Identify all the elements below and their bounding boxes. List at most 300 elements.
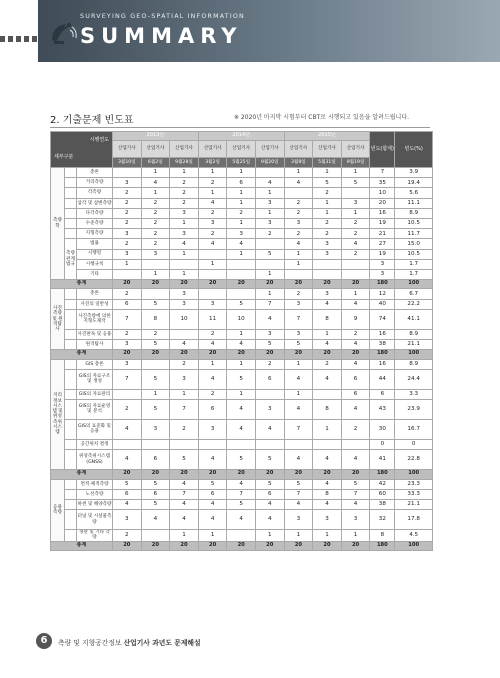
frequency-pct-cell: 22.8 — [395, 450, 433, 470]
frequency-sum-cell: 44 — [370, 369, 395, 389]
frequency-cell: 5 — [170, 450, 199, 470]
frequency-pct-cell: 6.7 — [395, 289, 433, 299]
table-row — [51, 439, 433, 449]
total-cell: 20 — [284, 470, 313, 479]
frequency-cell: 4 — [284, 178, 313, 188]
total-pct-cell: 100 — [395, 541, 433, 550]
table-row — [51, 479, 433, 489]
frequency-cell — [170, 439, 199, 449]
subgroup-spacer — [65, 218, 77, 228]
footer-title-bold: 산업기사 과년도 문제해설 — [123, 639, 201, 647]
frequency-cell — [113, 168, 142, 178]
frequency-pct-cell: 19.4 — [395, 178, 433, 188]
frequency-cell: 4 — [313, 299, 342, 309]
table-row — [51, 249, 433, 259]
frequency-cell: 5 — [313, 178, 342, 188]
total-row — [51, 470, 433, 479]
topic-label: 터널 및 시설물측량 — [77, 510, 113, 530]
topic-label: 사진판독 및 응용 — [77, 329, 113, 339]
total-label: 총계 — [51, 470, 113, 479]
frequency-cell: 3 — [113, 510, 142, 530]
subgroup-spacer — [65, 188, 77, 198]
topic-label: 노선측량 — [77, 489, 113, 499]
frequency-cell: 5 — [141, 499, 170, 509]
topic-label: 총론 — [77, 168, 113, 178]
total-sum-cell: 180 — [370, 350, 395, 359]
frequency-cell — [313, 269, 342, 279]
total-cell: 20 — [255, 350, 284, 359]
frequency-cell: 1 — [227, 218, 256, 228]
frequency-cell: 2 — [141, 229, 170, 239]
frequency-cell — [141, 259, 170, 269]
total-cell: 20 — [198, 350, 227, 359]
table-row — [51, 399, 433, 419]
table-row — [51, 168, 433, 178]
frequency-cell: 1 — [170, 168, 199, 178]
topic-label: 면적·체적측량 — [77, 479, 113, 489]
frequency-cell: 1 — [227, 249, 256, 259]
frequency-cell: 1 — [255, 530, 284, 542]
frequency-cell: 4 — [227, 510, 256, 530]
frequency-cell — [255, 259, 284, 269]
frequency-cell: 5 — [284, 479, 313, 489]
frequency-sum-cell: 60 — [370, 489, 395, 499]
frequency-pct-cell: 0 — [395, 439, 433, 449]
frequency-sum-cell: 21 — [370, 229, 395, 239]
frequency-cell: 1 — [198, 168, 227, 178]
subgroup-spacer — [65, 178, 77, 188]
frequency-cell: 1 — [341, 168, 370, 178]
frequency-cell: 6 — [255, 369, 284, 389]
frequency-pct-cell: 5.6 — [395, 188, 433, 198]
frequency-cell: 5 — [227, 369, 256, 389]
frequency-cell: 3 — [313, 510, 342, 530]
frequency-cell: 4 — [141, 178, 170, 188]
frequency-pct-cell: 22.2 — [395, 299, 433, 309]
frequency-cell: 7 — [227, 489, 256, 499]
frequency-cell: 4 — [255, 419, 284, 439]
frequency-cell: 2 — [198, 229, 227, 239]
frequency-cell: 2 — [113, 208, 142, 218]
frequency-cell — [227, 269, 256, 279]
frequency-sum-cell: 3 — [370, 269, 395, 279]
topic-label: 시행령 — [77, 249, 113, 259]
frequency-pct-cell: 41.1 — [395, 309, 433, 329]
frequency-cell: 6 — [341, 389, 370, 399]
table-row — [51, 299, 433, 309]
frequency-sum-cell: 16 — [370, 359, 395, 369]
frequency-pct-cell: 16.7 — [395, 419, 433, 439]
frequency-cell: 1 — [170, 530, 199, 542]
frequency-cell: 1 — [198, 530, 227, 542]
frequency-cell: 4 — [255, 178, 284, 188]
section-divider — [50, 127, 430, 128]
frequency-cell: 1 — [170, 249, 199, 259]
frequency-cell: 4 — [170, 510, 199, 530]
frequency-cell: 5 — [141, 369, 170, 389]
frequency-cell: 1 — [284, 389, 313, 399]
total-cell: 20 — [170, 541, 199, 550]
frequency-pct-cell: 10.5 — [395, 218, 433, 228]
frequency-cell: 6 — [198, 399, 227, 419]
corner-subject-label: 세부구분 — [54, 154, 74, 161]
frequency-sum-cell: 16 — [370, 208, 395, 218]
exam-type-header: 산업기사 — [284, 141, 313, 158]
exam-date-header: 3월10일 — [113, 158, 142, 168]
frequency-cell: 2 — [255, 229, 284, 239]
frequency-cell: 4 — [227, 479, 256, 489]
total-cell: 20 — [313, 350, 342, 359]
page-header — [0, 0, 500, 62]
frequency-sum-cell: 10 — [370, 188, 395, 198]
frequency-cell: 4 — [341, 340, 370, 350]
frequency-cell — [113, 389, 142, 399]
total-cell: 20 — [113, 280, 142, 289]
frequency-sum-cell: 3 — [370, 259, 395, 269]
frequency-cell: 10 — [227, 309, 256, 329]
frequency-cell — [141, 359, 170, 369]
total-cell: 20 — [141, 470, 170, 479]
frequency-cell: 2 — [284, 289, 313, 299]
frequency-cell: 7 — [113, 369, 142, 389]
total-cell: 20 — [313, 470, 342, 479]
frequency-cell: 1 — [227, 389, 256, 399]
frequency-cell: 2 — [113, 239, 142, 249]
frequency-cell: 8 — [313, 489, 342, 499]
frequency-cell: 2 — [227, 208, 256, 218]
subgroup-spacer — [65, 499, 77, 509]
topic-label: 각측량 — [77, 188, 113, 198]
exam-type-header: 산업기사 — [341, 141, 370, 158]
total-label: 총계 — [51, 350, 113, 359]
frequency-cell — [170, 259, 199, 269]
frequency-pct-cell: 11.7 — [395, 229, 433, 239]
frequency-cell: 2 — [284, 229, 313, 239]
frequency-cell: 3 — [255, 218, 284, 228]
frequency-cell: 4 — [255, 510, 284, 530]
frequency-cell: 1 — [313, 198, 342, 208]
frequency-cell: 4 — [341, 299, 370, 309]
frequency-pct-cell: 10.5 — [395, 249, 433, 259]
frequency-sum-cell: 38 — [370, 340, 395, 350]
exam-date-header: 5월25일 — [227, 158, 256, 168]
frequency-pct-cell: 21.1 — [395, 340, 433, 350]
topic-label: 삼각 및 삼변측량 — [77, 198, 113, 208]
total-cell: 20 — [141, 350, 170, 359]
frequency-cell: 2 — [198, 389, 227, 399]
frequency-cell: 1 — [341, 530, 370, 542]
frequency-cell: 4 — [198, 369, 227, 389]
frequency-pct-cell: 1.7 — [395, 259, 433, 269]
frequency-sum-cell: 6 — [370, 389, 395, 399]
frequency-cell: 2 — [113, 530, 142, 542]
frequency-cell: 3 — [170, 299, 199, 309]
exam-date-header: 6월2일 — [141, 158, 170, 168]
frequency-sum-cell: 40 — [370, 299, 395, 309]
frequency-cell — [227, 439, 256, 449]
topic-label: GIS의 자료구조 및 생성 — [77, 369, 113, 389]
table-row — [51, 309, 433, 329]
subgroup-spacer — [65, 489, 77, 499]
frequency-sum-cell: 20 — [370, 198, 395, 208]
frequency-cell — [255, 239, 284, 249]
frequency-cell: 6 — [341, 369, 370, 389]
frequency-cell: 2 — [170, 419, 199, 439]
frequency-cell: 3 — [198, 299, 227, 309]
frequency-cell: 4 — [113, 450, 142, 470]
exam-type-header: 산업기사 — [227, 141, 256, 158]
total-cell: 20 — [227, 280, 256, 289]
frequency-sum-cell: 41 — [370, 450, 395, 470]
subgroup-spacer — [65, 450, 77, 470]
frequency-cell: 1 — [313, 329, 342, 339]
total-cell: 20 — [313, 541, 342, 550]
frequency-cell: 5 — [227, 499, 256, 509]
frequency-cell: 5 — [227, 450, 256, 470]
total-cell: 20 — [170, 280, 199, 289]
frequency-cell: 2 — [341, 329, 370, 339]
frequency-cell: 2 — [170, 359, 199, 369]
frequency-cell: 6 — [113, 489, 142, 499]
total-cell: 20 — [227, 350, 256, 359]
table-row — [51, 188, 433, 198]
total-label: 총계 — [51, 541, 113, 550]
frequency-sum-cell: 0 — [370, 439, 395, 449]
table-row — [51, 289, 433, 299]
subgroup-spacer — [65, 329, 77, 339]
total-cell: 20 — [227, 541, 256, 550]
corner-year-label: 시행연도 — [89, 137, 110, 143]
frequency-cell: 2 — [141, 329, 170, 339]
frequency-cell: 4 — [198, 450, 227, 470]
frequency-cell: 1 — [141, 269, 170, 279]
frequency-cell — [198, 269, 227, 279]
frequency-cell: 3 — [113, 340, 142, 350]
frequency-cell: 3 — [170, 229, 199, 239]
frequency-cell: 5 — [141, 299, 170, 309]
frequency-cell: 2 — [313, 188, 342, 198]
table-row — [51, 329, 433, 339]
header-subtitle: SURVEYING GEO-SPATIAL INFORMATION — [80, 13, 245, 20]
year-header: 2013년 — [113, 132, 199, 141]
frequency-cell: 4 — [313, 369, 342, 389]
footer-title-normal: 측량 및 지형공간정보 — [58, 639, 122, 647]
frequency-cell: 1 — [284, 359, 313, 369]
table-row — [51, 218, 433, 228]
total-cell: 20 — [198, 280, 227, 289]
table-row — [51, 450, 433, 470]
topic-label: 법률 — [77, 239, 113, 249]
frequency-cell: 2 — [255, 359, 284, 369]
frequency-sum-cell: 12 — [370, 289, 395, 299]
subject-category: 측량학 — [51, 168, 65, 280]
total-cell: 20 — [170, 350, 199, 359]
frequency-cell: 1 — [284, 249, 313, 259]
frequency-cell: 4 — [255, 499, 284, 509]
topic-label: 다각측량 — [77, 208, 113, 218]
frequency-cell: 3 — [141, 249, 170, 259]
frequency-cell: 4 — [284, 499, 313, 509]
frequency-cell: 3 — [170, 369, 199, 389]
total-sum-cell: 180 — [370, 280, 395, 289]
frequency-cell: 3 — [341, 510, 370, 530]
frequency-cell: 5 — [341, 479, 370, 489]
frequency-cell — [198, 289, 227, 299]
frequency-cell: 1 — [255, 289, 284, 299]
frequency-cell: 10 — [170, 309, 199, 329]
frequency-sum-cell: 19 — [370, 218, 395, 228]
total-cell: 20 — [255, 280, 284, 289]
topic-label: 수준측량 — [77, 218, 113, 228]
year-header: 2014년 — [198, 132, 284, 141]
frequency-cell — [141, 530, 170, 542]
table-row — [51, 419, 433, 439]
footer-title — [58, 637, 201, 647]
frequency-cell: 2 — [141, 208, 170, 218]
subgroup-spacer — [65, 340, 77, 350]
frequency-cell: 1 — [341, 208, 370, 218]
frequency-cell: 7 — [255, 299, 284, 309]
subgroup-spacer — [65, 208, 77, 218]
total-cell: 20 — [141, 541, 170, 550]
page-footer — [36, 633, 336, 649]
frequency-cell: 4 — [170, 239, 199, 249]
table-row — [51, 340, 433, 350]
table-row — [51, 530, 433, 542]
topic-label: 원격탐사 — [77, 340, 113, 350]
frequency-sum-cell: 42 — [370, 479, 395, 489]
freq-sum-header: 빈도(합계) — [370, 132, 395, 168]
table-row — [51, 359, 433, 369]
frequency-cell: 1 — [113, 259, 142, 269]
frequency-cell: 2 — [141, 239, 170, 249]
frequency-cell: 7 — [170, 489, 199, 499]
frequency-cell: 8 — [141, 309, 170, 329]
total-cell: 20 — [255, 541, 284, 550]
frequency-cell: 7 — [113, 309, 142, 329]
frequency-cell: 2 — [170, 178, 199, 188]
topic-label: GIS의 표준화 및 응용 — [77, 419, 113, 439]
frequency-cell: 5 — [141, 399, 170, 419]
frequency-cell: 4 — [284, 450, 313, 470]
frequency-cell: 4 — [313, 479, 342, 489]
topic-label: GIS 총론 — [77, 359, 113, 369]
frequency-cell: 4 — [141, 510, 170, 530]
frequency-cell: 4 — [113, 499, 142, 509]
frequency-sum-cell: 74 — [370, 309, 395, 329]
exam-type-header: 산업기사 — [170, 141, 199, 158]
frequency-cell: 4 — [284, 369, 313, 389]
frequency-cell: 1 — [313, 419, 342, 439]
frequency-cell: 2 — [198, 329, 227, 339]
total-cell: 20 — [284, 350, 313, 359]
frequency-cell: 4 — [227, 399, 256, 419]
frequency-cell: 5 — [141, 340, 170, 350]
frequency-pct-cell: 33.3 — [395, 489, 433, 499]
frequency-cell — [113, 439, 142, 449]
total-cell: 20 — [284, 541, 313, 550]
total-cell: 20 — [198, 541, 227, 550]
frequency-cell: 3 — [255, 198, 284, 208]
frequency-cell: 1 — [141, 389, 170, 399]
frequency-cell: 8 — [313, 399, 342, 419]
frequency-cell: 1 — [170, 389, 199, 399]
frequency-cell: 1 — [284, 530, 313, 542]
frequency-cell: 4 — [313, 340, 342, 350]
frequency-cell: 4 — [227, 239, 256, 249]
subgroup-spacer — [65, 289, 77, 299]
frequency-cell — [313, 259, 342, 269]
topic-label: 시행규칙 — [77, 259, 113, 269]
frequency-cell: 4 — [198, 340, 227, 350]
frequency-cell: 3 — [284, 329, 313, 339]
table-row — [51, 259, 433, 269]
frequency-cell: 1 — [227, 198, 256, 208]
frequency-cell: 4 — [227, 419, 256, 439]
frequency-pct-cell: 24.4 — [395, 369, 433, 389]
frequency-cell: 3 — [170, 289, 199, 299]
frequency-cell: 3 — [284, 510, 313, 530]
frequency-cell — [141, 289, 170, 299]
frequency-pct-cell: 15.0 — [395, 239, 433, 249]
subgroup-spacer — [65, 389, 77, 399]
frequency-cell: 1 — [170, 269, 199, 279]
frequency-cell: 4 — [341, 399, 370, 419]
frequency-cell — [341, 439, 370, 449]
topic-label: 사진측량에 의한 지형도제작 — [77, 309, 113, 329]
total-cell: 20 — [341, 350, 370, 359]
total-cell: 20 — [227, 470, 256, 479]
frequency-sum-cell: 32 — [370, 510, 395, 530]
frequency-sum-cell: 35 — [370, 178, 395, 188]
frequency-cell — [284, 188, 313, 198]
frequency-cell: 2 — [341, 249, 370, 259]
frequency-table — [50, 131, 433, 551]
frequency-cell: 1 — [313, 530, 342, 542]
frequency-cell: 1 — [227, 359, 256, 369]
frequency-cell: 2 — [113, 329, 142, 339]
total-cell: 20 — [341, 280, 370, 289]
frequency-cell: 7 — [284, 419, 313, 439]
frequency-cell: 2 — [198, 208, 227, 218]
frequency-cell: 1 — [284, 168, 313, 178]
total-cell: 20 — [341, 541, 370, 550]
total-pct-cell: 100 — [395, 470, 433, 479]
frequency-cell: 1 — [341, 289, 370, 299]
subgroup-spacer — [65, 479, 77, 489]
frequency-cell — [255, 168, 284, 178]
frequency-cell: 4 — [341, 359, 370, 369]
frequency-cell: 2 — [284, 208, 313, 218]
frequency-cell: 1 — [313, 168, 342, 178]
frequency-cell: 5 — [341, 178, 370, 188]
frequency-cell: 2 — [141, 198, 170, 208]
header-title: SUMMARY — [80, 24, 243, 48]
frequency-cell: 1 — [198, 259, 227, 269]
cbt-notice: ※ 2020년 마지막 시험부터 CBT로 시행되고 있음을 알려드립니다. — [234, 114, 410, 121]
subgroup-label: 측량관계법규 — [65, 239, 77, 280]
total-cell: 20 — [170, 470, 199, 479]
frequency-cell: 3 — [255, 329, 284, 339]
section-title: 2. 기출문제 빈도표 — [50, 115, 134, 126]
frequency-cell: 5 — [255, 450, 284, 470]
frequency-cell — [255, 439, 284, 449]
frequency-cell: 6 — [141, 450, 170, 470]
frequency-cell: 4 — [341, 450, 370, 470]
frequency-cell — [198, 249, 227, 259]
frequency-sum-cell: 38 — [370, 499, 395, 509]
frequency-cell: 3 — [113, 249, 142, 259]
